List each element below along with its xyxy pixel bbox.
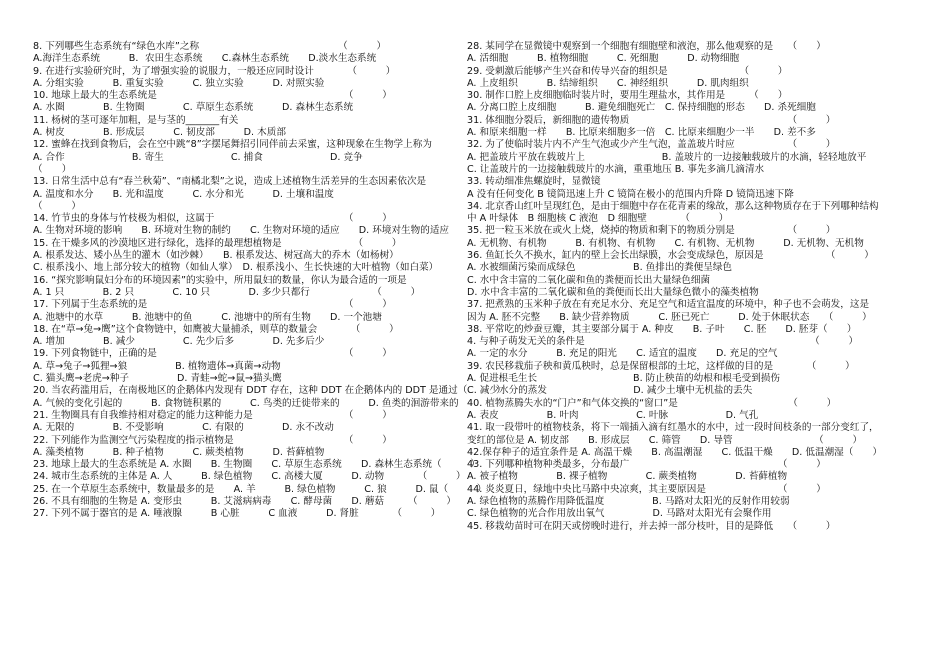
- question-line: 10. 地球上最大的生态系统是 （ ）: [33, 90, 392, 102]
- question-line: 24. 城市生态系统的主体是 A. 人 B. 绿色植物 C. 高楼大厦 D. 动物 （ ）: [33, 471, 466, 483]
- question-line: 16. “探究影响鼠妇分布的环境因素”的实验中，所用鼠妇的数量，你认为最合适的一项是: [33, 274, 407, 286]
- question-line: 11. 杨树的茎可逐年加粗，是与茎的_______有关: [33, 114, 239, 126]
- question-line: 变红的部位是 A. 韧皮部 B. 形成层 C. 筛管 D. 导管 （ ）: [467, 434, 863, 446]
- question-line: 22. 下列能作为监测空气污染程度的指示植物是 （ ）: [33, 434, 392, 446]
- question-line: A. 促进根毛生长 B. 防止秧苗的幼根和根毛受到损伤: [467, 373, 780, 385]
- question-line: 8. 下列哪些生态系统有“绿色水库”之称 （ ）: [33, 41, 387, 52]
- question-line: C. 让盖玻片的一边接触载玻片的水滴，重重地压 B. 事先多滴几滴清水: [467, 163, 765, 175]
- question-line: 44. 炎炎夏日，绿地中央比马路中央凉爽，其主要原因是 （ ）: [467, 483, 826, 495]
- question-line: 42.保存种子的适宜条件是 A. 高温干燥 B. 高温潮湿 C. 低温干燥 D. 低温潮湿（ ）: [467, 446, 883, 458]
- question-line: A. 分组实验 B. 重复实验 C. 独立实验 D. 对照实验: [33, 77, 325, 89]
- question-line: 21. 生物圈具有自我维持相对稳定的能力这种能力是 （ ）: [33, 409, 392, 421]
- question-line: 39. 农民移栽茄子秧和黄瓜秧时，总是保留根部的土坨，这样做的目的是 （ ）: [467, 360, 855, 372]
- question-line: A. 温度和水分 B. 光和温度 C. 水分和光 D. 土壤和温度: [33, 188, 334, 200]
- question-line: 27. 下列不属于器官的是 A. 唾液腺 B 心脏 C 血液 D. 肾脏 （ ）: [33, 508, 441, 520]
- question-line: A. 上皮组织 B. 结缔组织 C. 神经组织 D. 肌肉组织: [467, 77, 749, 89]
- question-line: A. 生物对环境的影响 B. 环境对生物的制约 C. 生物对环境的适应 D. 环境对生物的适应: [33, 225, 450, 237]
- question-line: A. 合作 B. 寄生 C. 捕食 D. 竞争: [33, 151, 363, 163]
- question-line: 12. 蜜蜂在找到食物后，会在空中跳“8”字摆尾舞招引同伴前去采蜜，这种现象在生物学上称为: [33, 139, 432, 151]
- question-line: 31. 体细胞分裂后，新细胞的遗传物质 （ ）: [467, 114, 836, 126]
- question-line: 25. 在一个草原生态系统中，数量最多的是 A. 羊 B. 绿色植物 C. 狼 D. 鼠（ ）: [33, 483, 487, 495]
- question-line: 9. 在进行实验研究时，为了增强实验的说服力，一般还应同时设计 （ ）: [33, 65, 396, 77]
- left-column: [33, 41, 506, 521]
- question-line: A. 水被细菌污染而成绿色 B. 鱼排出的粪便呈绿色: [467, 262, 733, 274]
- question-line: （ ）: [33, 200, 81, 212]
- question-line: 29. 受刺激后能够产生兴奋和传导兴奋的组织是 （ ）: [467, 65, 788, 77]
- question-line: C. 根系浅小、地上部分较大的植物（如仙人掌） D. 根系浅小、生长快速的大叶植物（如白菜）: [33, 262, 439, 274]
- question-line: A. 无机物、有机物 B. 有机物、有机物 C. 有机物、无机物 D. 无机物、无机物: [467, 237, 864, 249]
- question-line: A. 活细胞 B. 植物细胞 C. 死细胞 D. 动物细胞: [467, 53, 740, 65]
- question-line: 40. 植物蒸腾失水的“门户”和气体交换的“窗口”是 （ ）: [467, 397, 837, 409]
- question-line: 13. 日常生活中总有“春兰秋菊”、“南橘北梨”之说，造成上述植物生活差异的生态因素依次是: [33, 176, 427, 188]
- question-line: A 没有任何变化 B 镜筒迅速上升 C 镜筒在极小的范围内升降 D 镜筒迅速下降: [467, 188, 794, 200]
- question-line: A. 一定的水分 B. 充足的阳光 C. 适宜的温度 D. 充足的空气: [467, 348, 778, 360]
- question-line: 19. 下列食物链中，正确的是 （ ）: [33, 348, 392, 360]
- question-line: 18. 在“草→兔→鹰”这个食物链中，如鹰被大量捕杀，则草的数量会 （ ）: [33, 323, 399, 335]
- question-line: 20. 当农药滥用后，在南极地区的企鹅体内发现有 DDT 存在，这种 DDT 在企鹅体内的 DDT 是通过（ ）: [33, 385, 506, 397]
- question-line: 30. 制作口腔上皮细胞临时装片时，要用生理盐水，其作用是 （ ）: [467, 90, 788, 102]
- question-line: A. 和原来细胞一样 B. 比原来细胞多一倍 C. 比原来细胞少一半 D. 差不多: [467, 127, 816, 139]
- question-line: 33. 转动细准焦螺旋时，显微镜: [467, 176, 601, 188]
- question-line: 32. 为了使临时装片内不产生气泡或少产生气泡，盖盖玻片时应 （ ）: [467, 139, 836, 151]
- question-line: 23. 地球上最大的生态系统是 A. 水圈 B. 生物圈 C. 草原生态系统 D. 森林生态系统（ ）: [33, 459, 480, 471]
- question-line: 36. 鱼缸长久不换水，缸内的壁上会长出绿膜，水会变成绿色，原因是 （ ）: [467, 250, 874, 262]
- question-line: A. 水圈 B. 生物圈 C. 草原生态系统 D. 森林生态系统: [33, 102, 354, 114]
- question-line: A. 1 只 B. 2 只 C. 10 只 D. 多少只都行 （ ）: [33, 286, 421, 298]
- question-line: C. 水中含丰富的二氧化碳和鱼的粪便而长出大量绿色细菌: [467, 274, 711, 286]
- question-line: A. 表皮 B. 叶肉 C. 叶脉 D. 气孔: [467, 409, 759, 421]
- question-line: 35. 把一粒玉米放在或火上烧，烧掉的物质和剩下的物质分别是 （ ）: [467, 225, 836, 237]
- question-line: A. 无限的 B. 不受影响 C. 有限的 D. 永不改动: [33, 422, 334, 434]
- question-line: 43. 下列哪种植物种类最多，分布最广 （ ）: [467, 459, 826, 471]
- question-line: 34. 北京香山红叶呈现红色，是由于细胞中存在花青素的缘故，那么这种物质存在于下列哪种结构: [467, 200, 879, 212]
- question-line: 14. 竹节虫的身体与竹枝极为相似，这属于 （ ）: [33, 213, 392, 225]
- question-line: A. 根系发达、矮小丛生的灌木（如沙棘） B. 根系发达、树冠高大的乔木（如杨树）: [33, 250, 399, 262]
- question-line: 45. 移栽幼苗时可在阴天或傍晚时进行，并去掉一部分枝叶，目的是降低 （ ）: [467, 520, 836, 532]
- question-line: A. 气候的变化引起的 B. 食物链积累的 C. 鸟类的迁徙带来的 D. 鱼类的洄游带来的: [33, 397, 459, 409]
- question-line: 38. 平常吃的炒蚕豆瓣，其主要部分属于 A. 种皮 B. 子叶 C. 胚 D. 胚芽（ ）: [467, 323, 857, 335]
- question-line: A. 把盖玻片平放在载玻片上 B. 盖玻片的一边接触载玻片的水滴，轻轻地放平: [467, 151, 867, 163]
- question-line: D. 水中含丰富的二氧化碳和鱼的粪便而长出大量绿色微小的藻类植物: [467, 286, 759, 298]
- question-line: A. 分离口腔上皮细胞 B. 避免细胞死亡 C. 保持细胞的形态 D. 杀死细胞: [467, 102, 816, 114]
- question-line: C. 减少水分的蒸发 D. 减少土壤中无机盐的丢失: [467, 385, 753, 397]
- question-line: 中 A 叶绿体 B 细胞核 C 液泡 D 细胞壁 （ ）: [467, 213, 729, 225]
- question-line: 17. 下列属于生态系统的是 （ ）: [33, 299, 392, 311]
- question-line: 15. 在干燥多风的沙漠地区进行绿化，选择的最理想植物是 （ ）: [33, 237, 402, 249]
- question-line: 37. 把煮熟的玉米种子放在有充足水分、充足空气和适宜温度的环境中，种子也不会萌发，这是: [467, 299, 870, 311]
- question-line: C. 绿色植物的光合作用放出氧气 D. 马路对太阳光有会聚作用: [467, 508, 772, 520]
- question-line: A. 池塘中的水草 B. 池塘中的鱼 C. 池塘中的所有生物 D. 一个池塘: [33, 311, 382, 323]
- question-line: A. 绿色植物的蒸腾作用降低温度 B. 马路对太阳光的反射作用较弱: [467, 495, 790, 507]
- question-line: C. 猫头鹰→老虎→种子 D. 青蛙→蛇→鼠→猫头鹰: [33, 373, 282, 385]
- question-line: A. 增加 B. 减少 C. 先少后多 D. 先多后少: [33, 336, 325, 348]
- question-line: A. 树皮 B. 形成层 C. 韧皮部 D. 木质部: [33, 127, 286, 139]
- question-line: A. 草→兔子→狐狸→狼 B. 植物遗体→真菌→动物: [33, 360, 281, 372]
- question-line: 因为 A. 胚不完整 B. 缺少营养物质 C. 胚已死亡 D. 处于休眠状态 （ ）: [467, 311, 872, 323]
- question-line: A.海洋生态系统 B．农田生态系统 C.森林生态系统 D.淡水生态系统: [33, 53, 377, 65]
- question-line: A. 被子植物 B. 裸子植物 C. 蕨类植物 D. 苔藓植物: [467, 471, 788, 483]
- question-line: 4. 与种子萌发无关的条件是 （ ）: [467, 336, 859, 348]
- question-line: A. 藻类植物 B. 种子植物 C. 蕨类植物 D. 苔藓植物: [33, 446, 325, 458]
- question-line: 26. 不具有细胞的生物是 A. 变形虫 B. 艾滋病病毒 C. 酵母菌 D. 蘑菇 （ ）: [33, 495, 456, 507]
- right-column: [467, 41, 907, 533]
- question-line: 41. 取一段带叶的植物枝条，将下一端插入滴有红墨水的水中，过一段时间枝条的一部分变红了，: [467, 422, 879, 434]
- question-line: 28. 某同学在显微镜中观察到一个细胞有细胞壁和液泡，那么他观察的是 （ ）: [467, 41, 826, 52]
- question-line: （ ）: [33, 163, 72, 175]
